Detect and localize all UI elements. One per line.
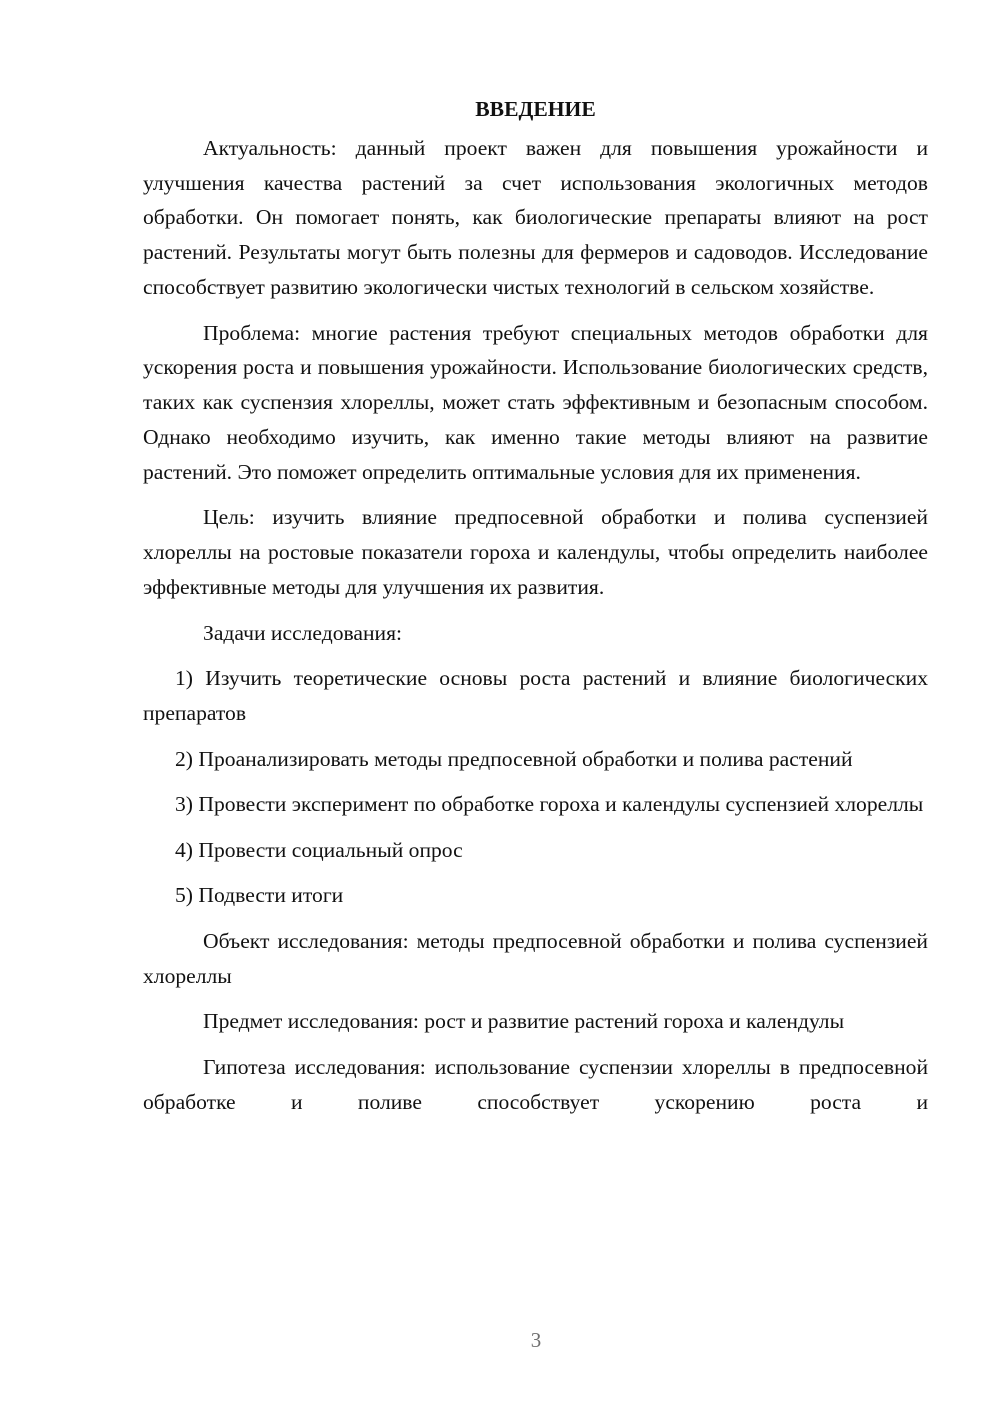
goal-paragraph: Цель: изучить влияние предпосевной обработки и полива суспензией хлореллы на ростовые показатели гороха и календулы, чтобы определить наиболее эффективные методы для улучшения их развития. — [143, 505, 928, 599]
object-paragraph: Объект исследования: методы предпосевной обработки и полива суспензией хлореллы — [143, 928, 928, 988]
relevance-paragraph: Актуальность: данный проект важен для повышения урожайности и улучшения качества растений за счет использования экологичных методов обработки. Он помогает понять, как биологические препараты влияют на рост растений. Результаты могут быть полезны для фермеров и садоводов. Исследование способствует развитию экологически чистых технологий в сельском хозяйстве. — [143, 135, 928, 299]
problem-paragraph: Проблема: многие растения требуют специальных методов обработки для ускорения роста и повышения урожайности. Использование биологических средств, таких как суспензия хлореллы, может стать эффективным и безопасным способом. Однако необходимо изучить, как именно такие методы влияют на развитие растений. Это поможет определить оптимальные условия для их применения. — [143, 320, 928, 484]
task-item-3: 3) Провести эксперимент по обработке гороха и календулы суспензией хлореллы — [175, 792, 924, 817]
task-item-1: 1) Изучить теоретические основы роста растений и влияние биологических препаратов — [143, 666, 928, 725]
task-item-4: 4) Провести социальный опрос — [175, 837, 463, 862]
task-item-5: 5) Подвести итоги — [175, 883, 344, 908]
section-heading: ВВЕДЕНИЕ — [475, 97, 596, 121]
task-item-2: 2) Проанализировать методы предпосевной обработки и полива растений — [175, 746, 853, 771]
page-content — [143, 92, 928, 1130]
subject-paragraph: Предмет исследования: рост и развитие растений гороха и календулы — [203, 1009, 845, 1034]
tasks-heading: Задачи исследования: — [203, 620, 403, 645]
hypothesis-paragraph: Гипотеза исследования: использование суспензии хлореллы в предпосевной обработке и поливе способствует ускорению роста и — [143, 1054, 928, 1114]
page-number: 3 — [530, 1328, 542, 1352]
